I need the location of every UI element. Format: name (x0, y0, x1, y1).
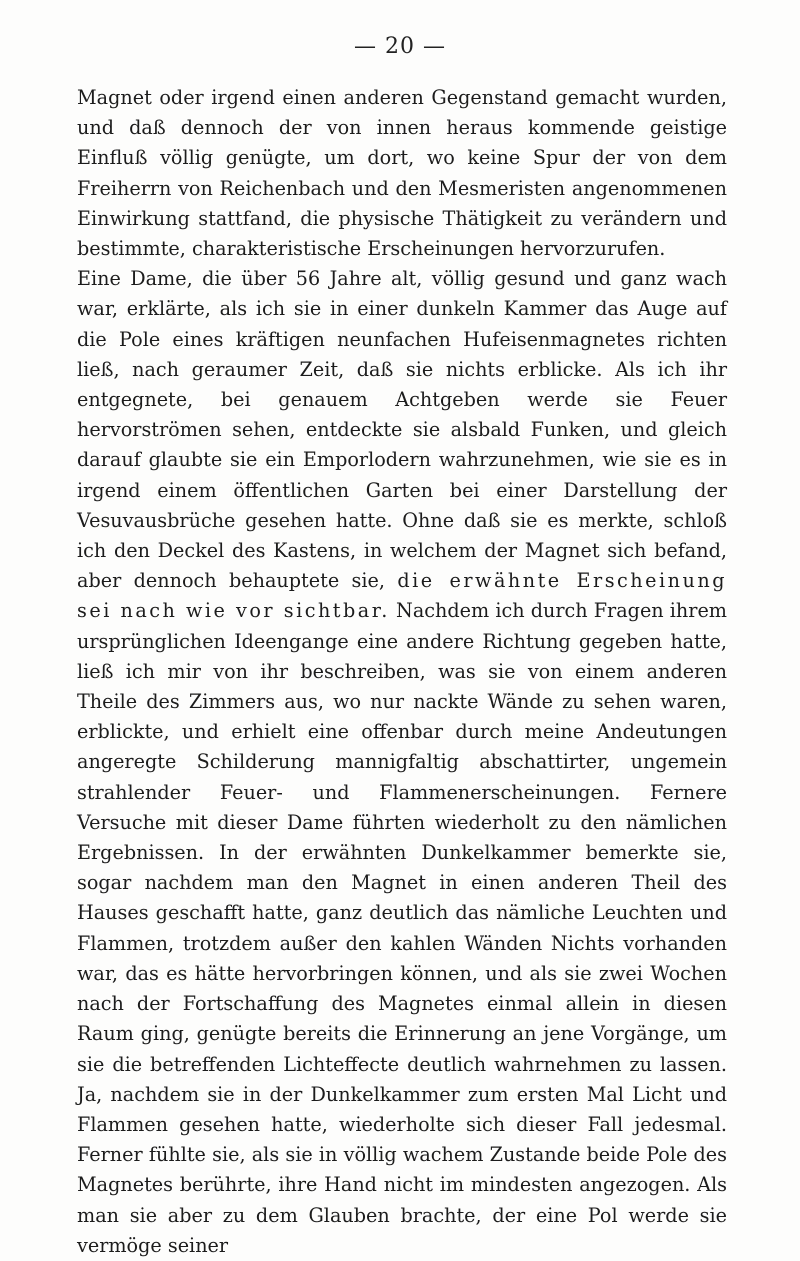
page-number: — 20 — (354, 34, 446, 59)
paragraph-2 (77, 264, 727, 1261)
paragraph-1: Magnet oder irgend einen anderen Gegenstand gemacht wurden, und daß dennoch der von innen heraus kommende geistige Einfluß völlig genügte, um dort, wo keine Spur der von dem Freiherrn von Reichenbach und den Mesmeristen angenommenen Einwirkung stattfand, die physische Thätigkeit zu verändern und bestimmte, charakteristische Erscheinungen hervorzurufen. (77, 86, 727, 261)
spaced-emphasis: die erwähnte Erscheinung sei nach wie vor sichtbar. (77, 569, 728, 623)
body-text (77, 83, 727, 1261)
paragraph-2-part-a: Eine Dame, die über 56 Jahre alt, völlig gesund und ganz wach war, erklärte, als ich sie in einer dunkeln Kammer das Auge auf die Pole eines kräftigen neunfachen Hufeisenmagnetes richten ließ, nach geraumer Zeit, daß sie nichts erblicke. Als ich ihr entgegnete, bei genauem Achtgeben werde sie Feuer hervorströmen sehen, entdeckte sie alsbald Funken, und gleich darauf glaubte sie ein Emporlodern wahrzunehmen, wie sie es in irgend einem öffentlichen Garten bei einer Darstellung der Vesuvausbrüche gesehen hatte. Ohne daß sie es merkte, schloß ich den Deckel des Kastens, in welchem der Magnet sich befand, aber dennoch behauptete sie, (77, 267, 727, 593)
paragraph-2-part-b: Nachdem ich durch Fragen ihrem ursprünglichen Ideengange eine andere Richtung gegeben hatte, ließ ich mir von ihr beschreiben, was sie von einem anderen Theile des Zimmers aus, wo nur nackte Wände zu sehen waren, erblickte, und erhielt eine offenbar durch meine Andeutungen angeregte Schilderung mannigfaltig abschattirter, ungemein strahlender Feuer- und Flammenerscheinungen. Fernere Versuche mit dieser Dame führten wiederholt zu den nämlichen Ergebnissen. In der erwähnten Dunkelkammer bemerkte sie, sogar nachdem man den Magnet in einen anderen Theil des Hauses geschafft hatte, ganz deutlich das nämliche Leuchten und Flammen, trotzdem außer den kahlen Wänden Nichts vorhanden war, das es hätte hervorbringen können, und als sie zwei Wochen nach der Fortschaffung des Magnetes einmal allein in diesen Raum ging, genügte bereits die Erinnerung an jene Vorgänge, um sie die betreffenden Lichteffecte deutlich wahrnehmen zu lassen. Ja, nachdem sie in der Dunkelkammer zum ersten Mal Licht und Flammen gesehen hatte, wiederholte sich dieser Fall jedesmal. Ferner fühlte sie, als sie in völlig wachem Zustande beide Pole des Magnetes berührte, ihre Hand nicht im mindesten angezogen. Als man sie aber zu dem Glauben brachte, der eine Pol werde sie vermöge seiner (77, 599, 728, 1257)
